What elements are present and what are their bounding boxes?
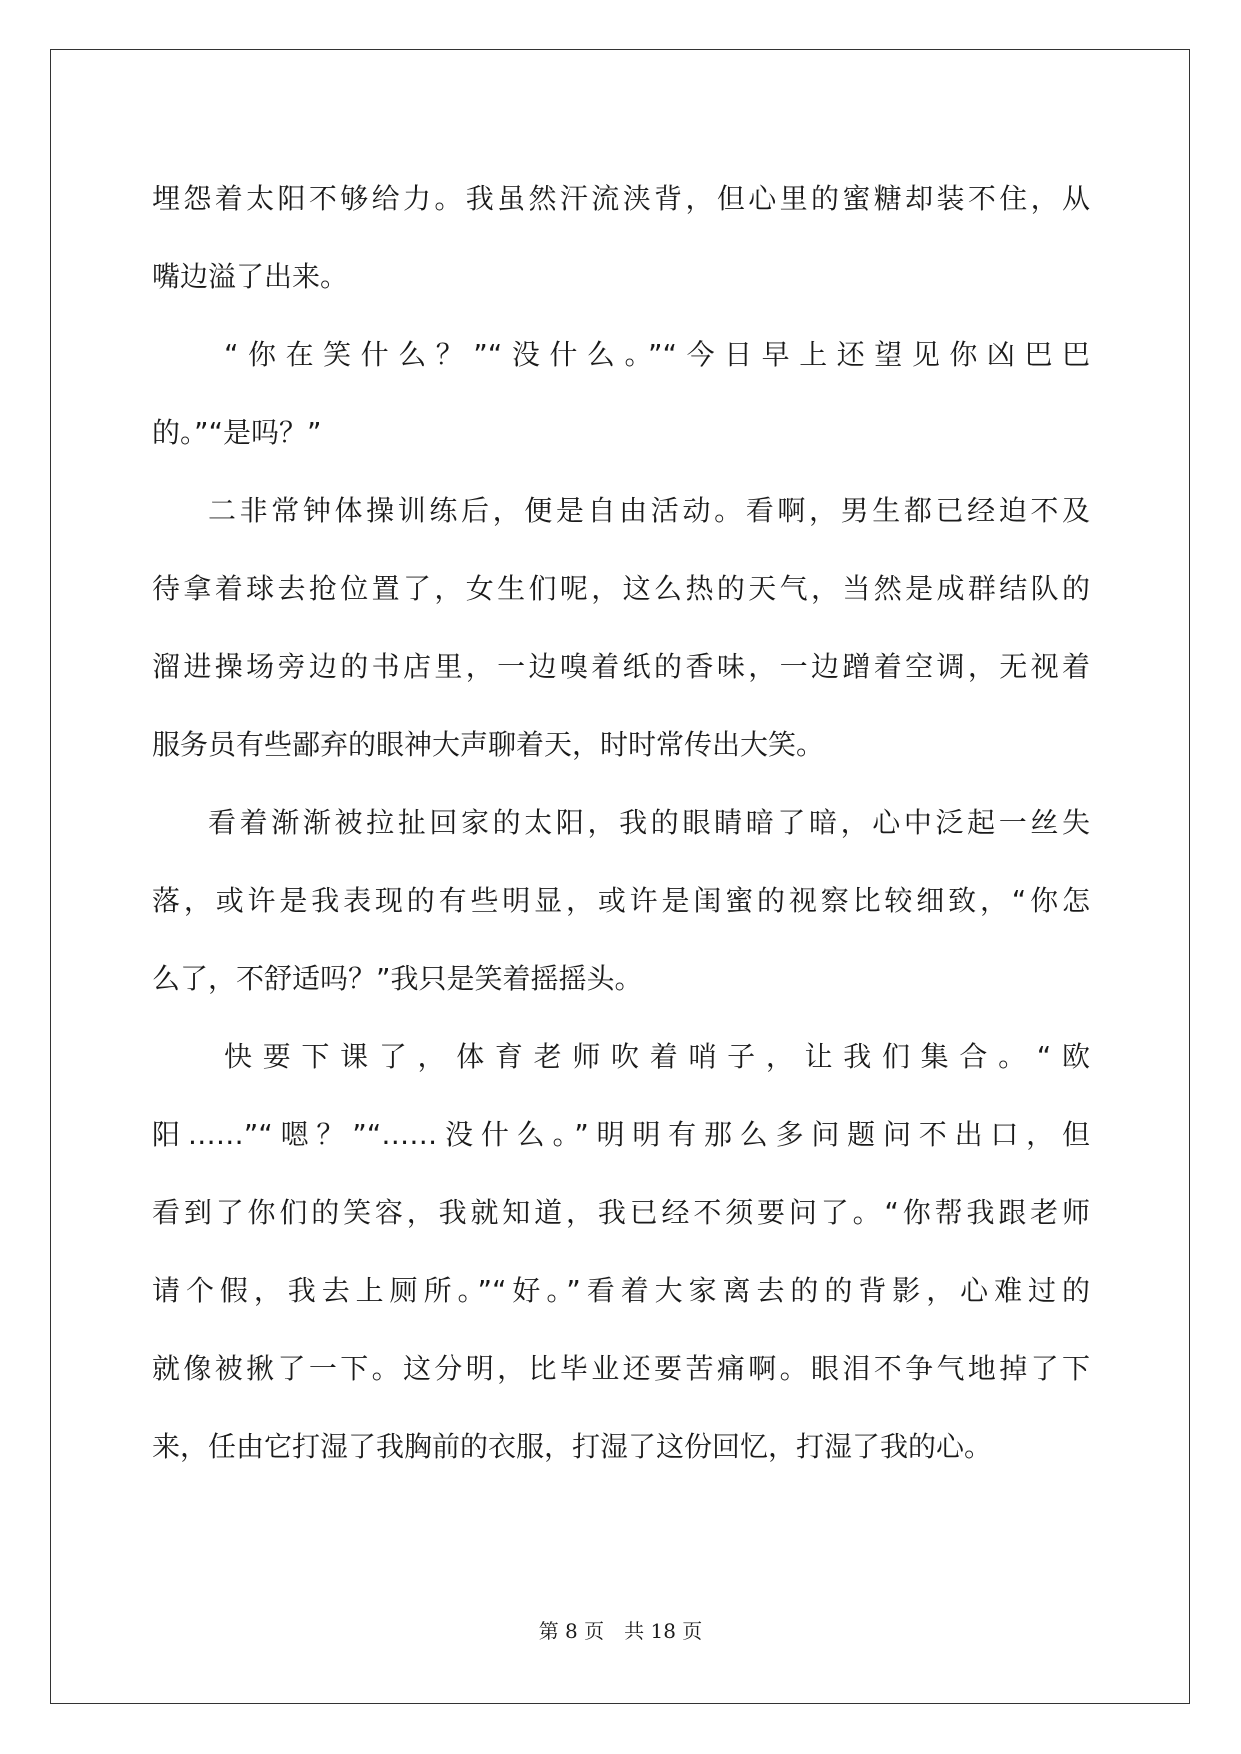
paragraph: [152, 784, 1090, 1018]
document-body: [152, 160, 1090, 1486]
text-line: 看着渐渐被拉扯回家的太阳，我的眼睛暗了暗，心中泛起一丝失: [208, 806, 1090, 839]
paragraph: [152, 316, 1090, 472]
text-line: 二非常钟体操训练后，便是自由活动。看啊，男生都已经迫不及: [208, 494, 1090, 527]
text-line: 阳……”“嗯？”“……没什么。”明明有那么多问题问不出口，但: [152, 1118, 1090, 1151]
page-number-footer: 第 8 页 共 18 页: [538, 1619, 703, 1643]
paragraph: [152, 160, 1090, 316]
text-line: 来，任由它打湿了我胸前的衣服，打湿了这份回忆，打湿了我的心。: [152, 1430, 993, 1463]
text-line: 埋怨着太阳不够给力。我虽然汗流浃背，但心里的蜜糖却装不住，从: [152, 182, 1090, 215]
text-line: 看到了你们的笑容，我就知道，我已经不须要问了。“你帮我跟老师: [152, 1196, 1090, 1229]
paragraph: [152, 1018, 1090, 1486]
text-line: 的。”“是吗？”: [152, 416, 322, 449]
text-line: 溜进操场旁边的书店里，一边嗅着纸的香味，一边蹭着空调，无视着: [152, 650, 1090, 683]
text-line: 服务员有些鄙弃的眼神大声聊着天，时时常传出大笑。: [152, 728, 825, 761]
text-line: 落，或许是我表现的有些明显，或许是闺蜜的视察比较细致，“你怎: [152, 884, 1090, 917]
text-line: 就像被揪了一下。这分明，比毕业还要苦痛啊。眼泪不争气地掉了下: [152, 1352, 1090, 1385]
paragraph: [152, 472, 1090, 784]
text-line: 待拿着球去抢位置了，女生们呢，这么热的天气，当然是成群结队的: [152, 572, 1090, 605]
text-line: 快要下课了，体育老师吹着哨子，让我们集合。“欧: [224, 1040, 1090, 1073]
text-line: 请个假，我去上厕所。”“好。”看着大家离去的的背影，心难过的: [152, 1274, 1090, 1307]
text-line: 么了，不舒适吗？”我只是笑着摇摇头。: [152, 962, 643, 995]
text-line: “你在笑什么？”“没什么。”“今日早上还望见你凶巴巴: [224, 338, 1090, 371]
text-line: 嘴边溢了出来。: [152, 260, 349, 293]
